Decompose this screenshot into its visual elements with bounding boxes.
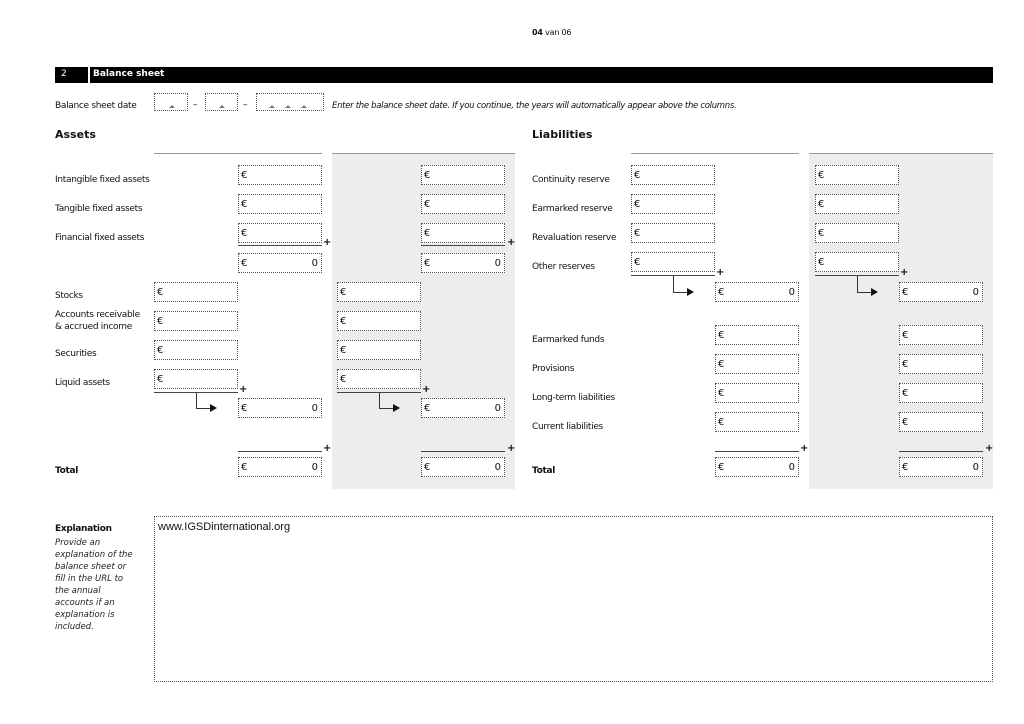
earmarked-reserve-label: Earmarked reserve — [532, 204, 613, 214]
other-reserves-label: Other reserves — [532, 262, 595, 272]
total-rule-year2 — [421, 451, 505, 452]
liquid-assets-year2-input[interactable] — [337, 369, 421, 389]
euro-sign: € — [241, 169, 248, 181]
euro-sign: € — [157, 373, 164, 385]
intangible-fixed-assets-year2-input[interactable] — [421, 165, 505, 185]
euro-sign: € — [902, 461, 909, 473]
long-term-liabilities-year2-input[interactable] — [899, 383, 983, 403]
euro-sign: € — [634, 256, 641, 268]
field-value: 0 — [311, 402, 318, 414]
euro-sign: € — [241, 402, 248, 414]
plus-sign: + — [323, 237, 332, 248]
field-value: 0 — [494, 257, 501, 269]
euro-sign: € — [157, 315, 164, 327]
euro-sign: € — [818, 169, 825, 181]
fixed-assets-subtotal-year2 — [421, 253, 505, 273]
other-reserves-year2-input[interactable] — [815, 252, 899, 272]
field-value: 0 — [972, 286, 979, 298]
euro-sign: € — [718, 329, 725, 341]
page-total: 06 — [561, 28, 572, 37]
assets-heading: Assets — [55, 128, 96, 141]
revaluation-reserve-label: Revaluation reserve — [532, 233, 617, 243]
assets-year2-rule — [332, 153, 515, 154]
securities-year2-input[interactable] — [337, 340, 421, 360]
assets-total-label: Total — [55, 466, 79, 476]
euro-sign: € — [340, 373, 347, 385]
long-term-liabilities-year1-input[interactable] — [715, 383, 799, 403]
current-liabilities-label: Current liabilities — [532, 422, 603, 432]
securities-label: Securities — [55, 349, 97, 359]
total-rule-year2 — [899, 451, 983, 452]
euro-sign: € — [424, 461, 431, 473]
euro-sign: € — [157, 344, 164, 356]
financial-fixed-assets-year2-input[interactable] — [421, 223, 505, 243]
accounts-receivable-label: Accounts receivable & accrued income — [55, 310, 140, 332]
revaluation-reserve-year1-input[interactable] — [631, 223, 715, 243]
euro-sign: € — [902, 329, 909, 341]
euro-sign: € — [718, 387, 725, 399]
date-separator: – — [243, 100, 248, 110]
plus-sign: + — [900, 267, 909, 278]
balance-date-hint: Enter the balance sheet date. If you continue, the years will automatically appear above the columns. — [332, 101, 737, 111]
field-value: 0 — [972, 461, 979, 473]
earmarked-funds-year1-input[interactable] — [715, 325, 799, 345]
current-liabilities-year2-input[interactable] — [899, 412, 983, 432]
plus-sign: + — [422, 384, 431, 395]
reserves-subtotal-year2 — [899, 282, 983, 302]
fixed-assets-subtotal-year1 — [238, 253, 322, 273]
euro-sign: € — [818, 227, 825, 239]
plus-sign: + — [985, 443, 994, 454]
euro-sign: € — [634, 227, 641, 239]
stocks-label: Stocks — [55, 291, 83, 301]
page-number — [532, 28, 571, 37]
balance-date-label: Balance sheet date — [55, 101, 137, 111]
revaluation-reserve-year2-input[interactable] — [815, 223, 899, 243]
euro-sign: € — [902, 286, 909, 298]
liquid-assets-year1-input[interactable] — [154, 369, 238, 389]
page-current: 04 — [532, 28, 543, 37]
arrow-line — [857, 292, 871, 293]
fixed-sum-rule-year2 — [421, 245, 505, 246]
euro-sign: € — [902, 387, 909, 399]
earmarked-reserve-year2-input[interactable] — [815, 194, 899, 214]
liabilities-heading: Liabilities — [532, 128, 593, 141]
arrow-line — [673, 276, 674, 292]
explanation-title: Explanation — [55, 524, 112, 534]
liabilities-total-label: Total — [532, 466, 556, 476]
section-title: Balance sheet — [93, 69, 165, 79]
tangible-fixed-assets-year2-input[interactable] — [421, 194, 505, 214]
euro-sign: € — [241, 227, 248, 239]
plus-sign: + — [716, 267, 725, 278]
euro-sign: € — [634, 198, 641, 210]
euro-sign: € — [718, 461, 725, 473]
section-divider — [88, 67, 90, 83]
total-rule-year1 — [715, 451, 799, 452]
euro-sign: € — [241, 198, 248, 210]
current-assets-subtotal-year2 — [421, 398, 505, 418]
total-rule-year1 — [238, 451, 322, 452]
financial-fixed-assets-label: Financial fixed assets — [55, 233, 145, 243]
other-reserves-year1-input[interactable] — [631, 252, 715, 272]
reserves-subtotal-year1 — [715, 282, 799, 302]
continuity-reserve-year1-input[interactable] — [631, 165, 715, 185]
earmarked-funds-year2-input[interactable] — [899, 325, 983, 345]
euro-sign: € — [718, 416, 725, 428]
earmarked-funds-label: Earmarked funds — [532, 335, 605, 345]
arrow-line — [379, 408, 393, 409]
field-value: 0 — [494, 461, 501, 473]
date-day-input[interactable] — [154, 93, 188, 111]
date-year-input[interactable] — [256, 93, 324, 111]
explanation-help: Provide an explanation of the balance sheet or fill in the URL to the annual accounts if an explanation is included. — [55, 538, 133, 632]
euro-sign: € — [718, 358, 725, 370]
earmarked-reserve-year1-input[interactable] — [631, 194, 715, 214]
plus-sign: + — [507, 443, 516, 454]
date-month-input[interactable] — [205, 93, 238, 111]
stocks-year2-input[interactable] — [337, 282, 421, 302]
euro-sign: € — [424, 198, 431, 210]
euro-sign: € — [157, 286, 164, 298]
arrow-line — [857, 276, 858, 292]
field-value: 0 — [788, 286, 795, 298]
arrow-line — [673, 292, 687, 293]
continuity-reserve-label: Continuity reserve — [532, 175, 610, 185]
liabilities-total-year1 — [715, 457, 799, 477]
euro-sign: € — [340, 286, 347, 298]
euro-sign: € — [241, 257, 248, 269]
arrow-right-icon — [393, 404, 400, 412]
continuity-reserve-year2-input[interactable] — [815, 165, 899, 185]
liabilities-total-year2 — [899, 457, 983, 477]
euro-sign: € — [818, 198, 825, 210]
accounts-receivable-year2-input[interactable] — [337, 311, 421, 331]
plus-sign: + — [323, 443, 332, 454]
field-value: 0 — [494, 402, 501, 414]
current-liabilities-year1-input[interactable] — [715, 412, 799, 432]
euro-sign: € — [902, 358, 909, 370]
euro-sign: € — [424, 169, 431, 181]
euro-sign: € — [902, 416, 909, 428]
euro-sign: € — [424, 257, 431, 269]
field-value: 0 — [311, 461, 318, 473]
field-value: 0 — [311, 257, 318, 269]
intangible-fixed-assets-label: Intangible fixed assets — [55, 175, 150, 185]
arrow-line — [196, 393, 197, 408]
liquid-assets-label: Liquid assets — [55, 378, 110, 388]
current-assets-subtotal-year1 — [238, 398, 322, 418]
plus-sign: + — [239, 384, 248, 395]
securities-year1-input[interactable] — [154, 340, 238, 360]
tangible-fixed-assets-label: Tangible fixed assets — [55, 204, 143, 214]
euro-sign: € — [634, 169, 641, 181]
intangible-fixed-assets-year1-input[interactable] — [238, 165, 322, 185]
accounts-receivable-year1-input[interactable] — [154, 311, 238, 331]
tangible-fixed-assets-year1-input[interactable] — [238, 194, 322, 214]
euro-sign: € — [340, 344, 347, 356]
euro-sign: € — [718, 286, 725, 298]
arrow-line — [379, 393, 380, 408]
assets-total-year2 — [421, 457, 505, 477]
field-value: 0 — [788, 461, 795, 473]
assets-total-year1 — [238, 457, 322, 477]
arrow-line — [196, 408, 210, 409]
euro-sign: € — [424, 227, 431, 239]
financial-fixed-assets-year1-input[interactable] — [238, 223, 322, 243]
arrow-right-icon — [687, 288, 694, 296]
plus-sign: + — [507, 237, 516, 248]
provisions-year2-input[interactable] — [899, 354, 983, 374]
section-number: 2 — [61, 69, 67, 79]
liabilities-year1-rule — [631, 153, 799, 154]
provisions-label: Provisions — [532, 364, 575, 374]
fixed-sum-rule-year1 — [238, 245, 322, 246]
section-header — [55, 67, 993, 83]
euro-sign: € — [424, 402, 431, 414]
explanation-textarea[interactable] — [154, 516, 993, 682]
provisions-year1-input[interactable] — [715, 354, 799, 374]
euro-sign: € — [340, 315, 347, 327]
euro-sign: € — [241, 461, 248, 473]
date-separator: – — [193, 100, 198, 110]
euro-sign: € — [818, 256, 825, 268]
long-term-liabilities-label: Long-term liabilities — [532, 393, 615, 403]
page-sep: van — [542, 28, 562, 37]
plus-sign: + — [800, 443, 809, 454]
explanation-value: www.IGSDinternational.org — [158, 521, 291, 533]
assets-year1-rule — [154, 153, 322, 154]
arrow-right-icon — [210, 404, 217, 412]
arrow-right-icon — [871, 288, 878, 296]
stocks-year1-input[interactable] — [154, 282, 238, 302]
liabilities-year2-rule — [809, 153, 993, 154]
